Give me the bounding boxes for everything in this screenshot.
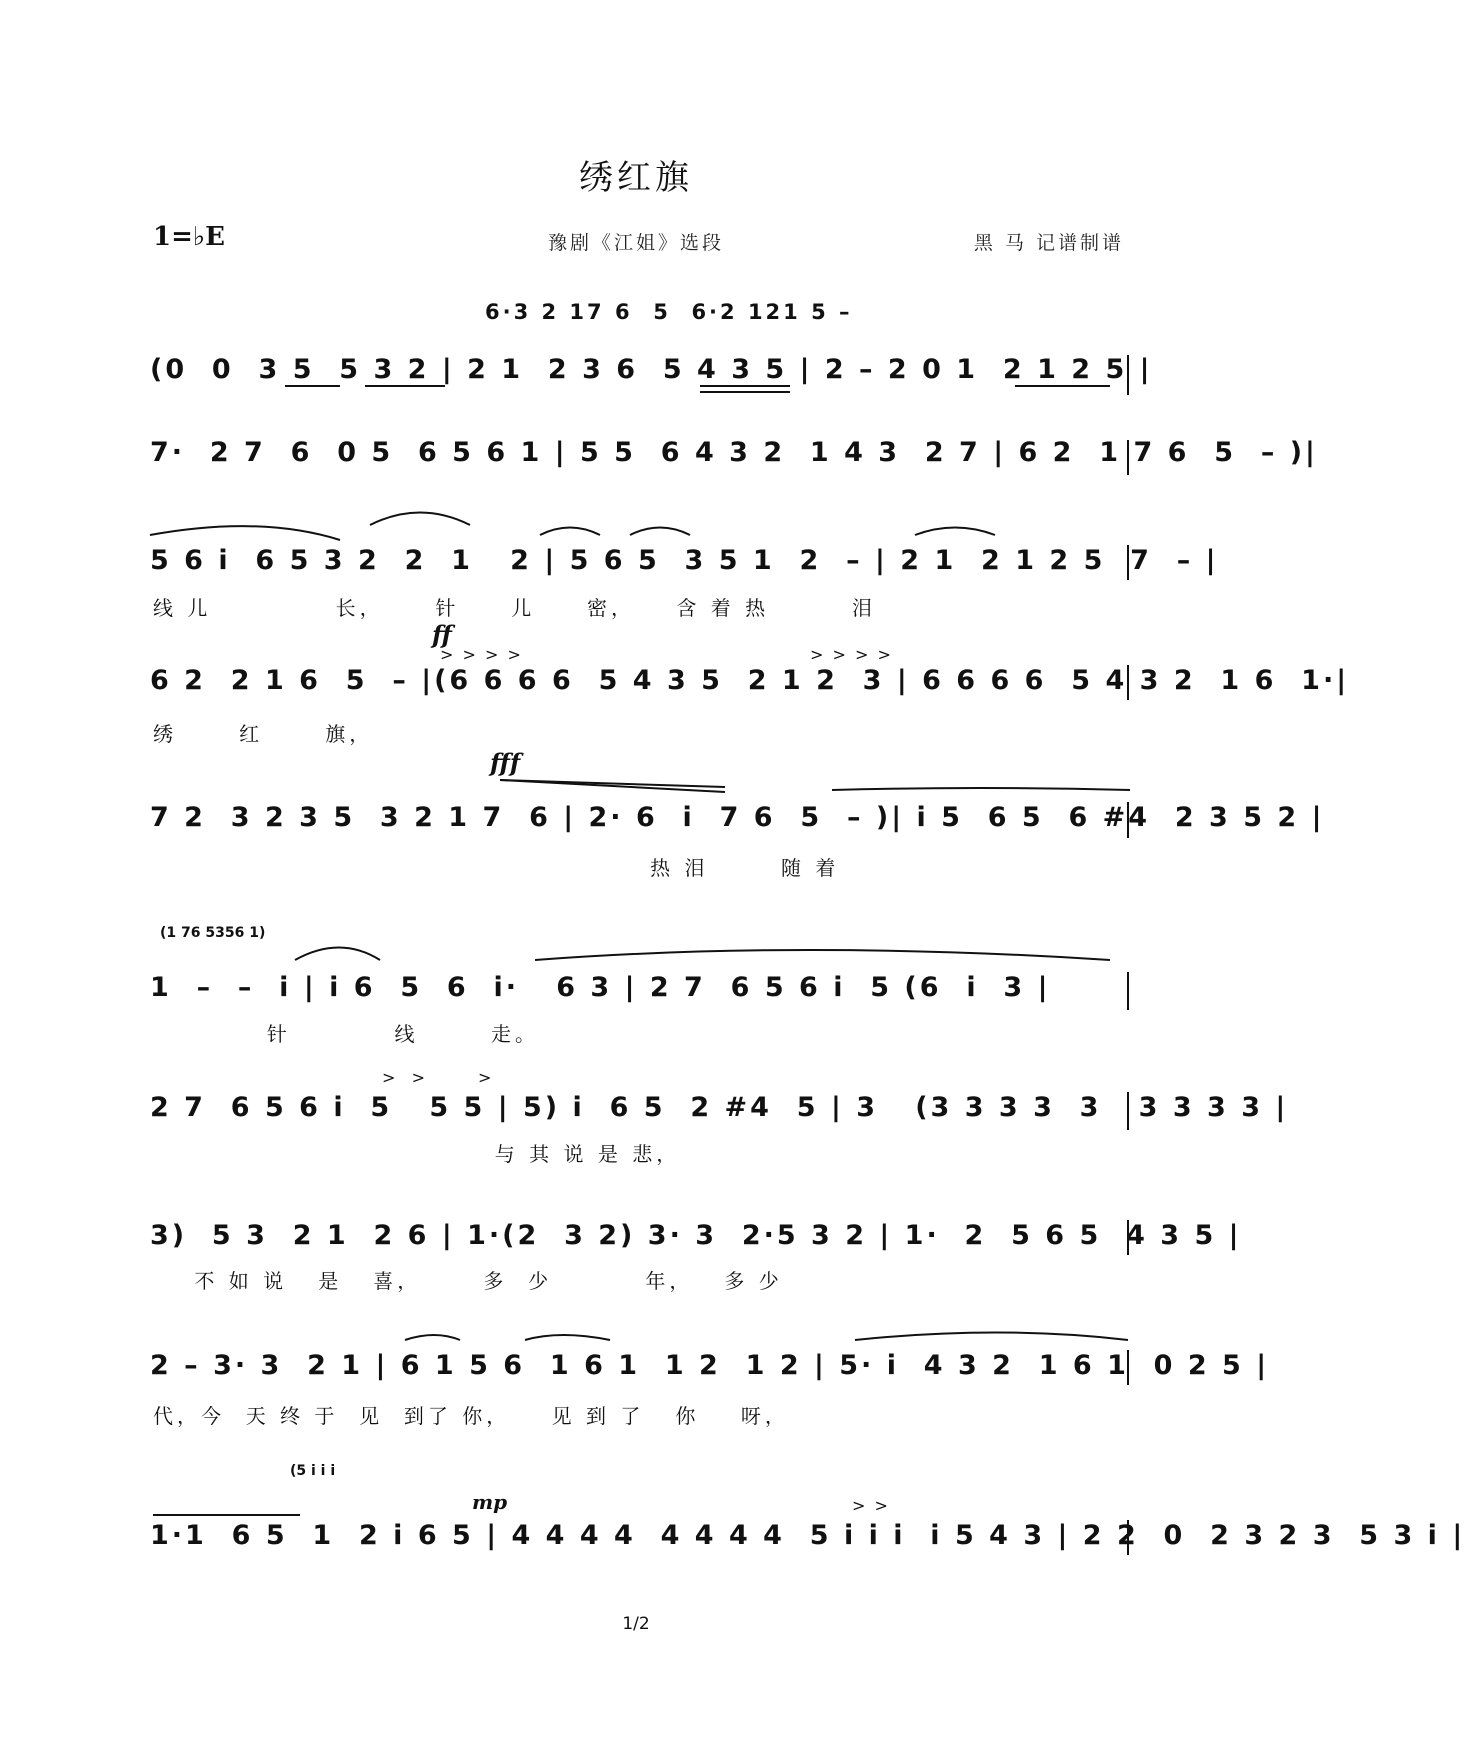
page-title: 绣红旗	[579, 158, 693, 198]
notes: 2 – 3· 3 2 1 | 6 1 5 6 1 6 1 1 2 1 2 | 5· i 4 3 2 1 6 1 0 2 5 |	[150, 1350, 1270, 1381]
subtitle: 豫剧《江姐》选段	[547, 232, 724, 254]
intro-line: 6·3 2 17 6 5 6·2 121 5 –	[485, 300, 853, 324]
notes: (0 0 3 5 5 3 2 | 2 1 2 3 6 5 4 3 5 | 2 – 2 0 1 2 1 2 5 |	[150, 354, 1153, 385]
lyrics-row-6: 针 线 走。	[153, 1022, 540, 1046]
ornament-note: (5 i i i	[290, 1463, 336, 1479]
notes: 2 7 6 5 6 i 5 5 5 | 5) i 6 5 2 #4 5 | 3 (3 3 3 3 3 3 3 3 3 |	[150, 1092, 1289, 1123]
ornament-note: (1 76 5356 1)	[160, 925, 266, 941]
notes: 1 – – i | i 6 5 6 i· 6 3 | 2 7 6 5 6 i 5 (6 i 3 |	[150, 972, 1051, 1003]
notes: 6 2 2 1 6 5 – |(6 6 6 6 5 4 3 5 2 1 2 3 | 6 6 6 6 5 4 3 2 1 6 1·|	[150, 665, 1350, 696]
dynamic-ff: ff	[432, 620, 452, 649]
notes: 1·1 6 5 1 2 i 6 5 | 4 4 4 4 4 4 4 4 5 i i i i 5 4 3 | 2 2 0 2 3 2 3 5 3 i |	[150, 1520, 1465, 1551]
lyrics-row-5: 热 泪 随 着	[153, 856, 840, 880]
page-number: 1/2	[622, 1614, 650, 1634]
accent-marks: >	[478, 1068, 494, 1087]
notes: 7 2 3 2 3 5 3 2 1 7 6 | 2· 6 i 7 6 5 – )| i 5 6 5 6 #4 2 3 5 2 |	[150, 802, 1325, 833]
accent-marks: > > > >	[440, 645, 523, 664]
key-signature: 1=♭E	[153, 222, 225, 252]
lyrics-row-3: 线 儿 长， 针 儿 密， 含 着 热 泪	[153, 596, 877, 620]
accent-marks: > >	[852, 1496, 890, 1515]
lyrics-row-7: 与 其 说 是 悲，	[153, 1142, 681, 1166]
notes: 3) 5 3 2 1 2 6 | 1·(2 3 2) 3· 3 2·5 3 2 | 1· 2 5 6 5 4 3 5 |	[150, 1220, 1242, 1251]
lyrics-row-8: 不 如 说 是 喜， 多 少 年， 多 少	[153, 1269, 783, 1293]
dynamic-mp: mp	[472, 1490, 508, 1514]
notes: 5 6 i 6 5 3 2 2 1 2 | 5 6 5 3 5 1 2 – | 2 1 2 1 2 5 7 – |	[150, 545, 1219, 576]
credit: 黑 马 记谱制谱	[973, 232, 1124, 254]
lyrics-row-9: 代，今 天 终 于 见 到了 你， 见 到 了 你 呀，	[153, 1404, 789, 1428]
notes: 7· 2 7 6 0 5 6 5 6 1 | 5 5 6 4 3 2 1 4 3 2 7 | 6 2 1 7 6 5 – )|	[150, 437, 1318, 468]
lyrics-row-4: 绣 红 旗，	[153, 722, 374, 746]
accent-marks: > > > >	[810, 645, 893, 664]
dynamic-fff: fff	[490, 748, 521, 777]
accent-marks: > >	[382, 1068, 427, 1087]
